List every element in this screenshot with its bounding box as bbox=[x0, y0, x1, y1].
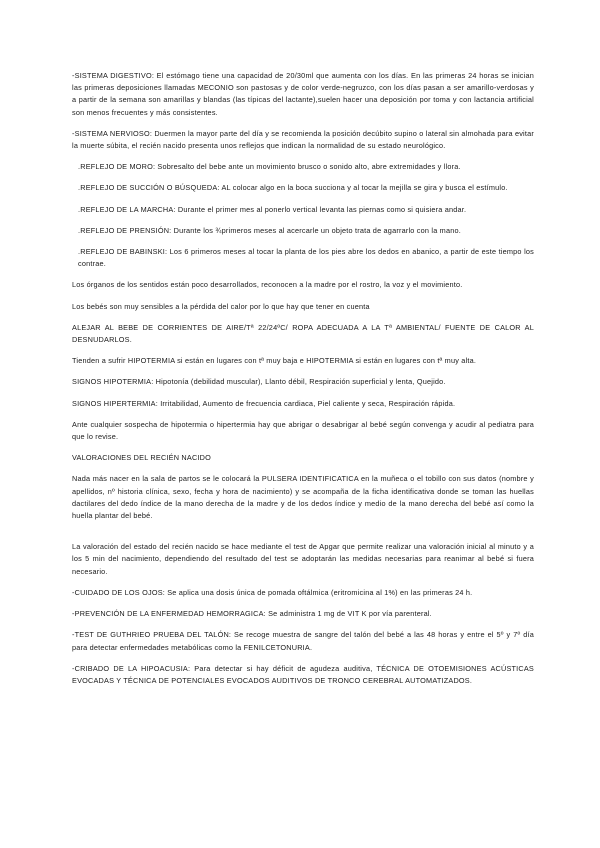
paragraph-babinski-reflex: .REFLEJO DE BABINSKI: Los 6 primeros meses al tocar la planta de los pies abre los dedos en abanico, a partir de este tiempo los contrae. bbox=[78, 247, 534, 269]
paragraph-identification: Nada más nacer en la sala de partos se le colocará la PULSERA IDENTIFICATICA en la muñeca o el tobillo con sus datos (nombre y apellidos, nº historia clínica, sexo, fecha y hora de nacimiento) y se acompaña de la ficha identificativa donde se toman las huellas dactilares del dedo índice de la mano derecha de la madre y de los dedos índice y medio de la mano derecha del bebé así como la huella plantar del bebé. bbox=[72, 474, 534, 521]
document-page bbox=[72, 70, 534, 696]
paragraph-hypothermia-risk: Tienden a sufrir HIPOTERMIA si están en lugares con tª muy baja e HIPOTERMIA si están en lugares con tª muy alta. bbox=[72, 356, 477, 366]
paragraph-nervous-system: -SISTEMA NERVIOSO: Duermen la mayor parte del día y se recomienda la posición decúbito supino o lateral sin almohada para evitar la muerte súbita, el recién nacido presenta unos reflejos que indican la normalidad de su estado neurológico. bbox=[72, 128, 534, 151]
paragraph-moro-reflex: .REFLEJO DE MORO: Sobresalto del bebe ante un movimiento brusco o sonido alto, abre extremidades y llora. bbox=[78, 162, 461, 172]
paragraph-eye-care: -CUIDADO DE LOS OJOS: Se aplica una dosis única de pomada oftálmica (eritromicina al 1%) en las primeras 24 h. bbox=[72, 587, 473, 597]
paragraph-hemorrhagic-prevention: -PREVENCIÓN DE LA ENFERMEDAD HEMORRAGICA: Se administra 1 mg de VIT K por vía parenteral. bbox=[72, 609, 432, 619]
paragraph-grasp-reflex: .REFLEJO DE PRENSIÓN: Durante los ¾primeros meses al acercarle un objeto trata de agarrarlo con la mano. bbox=[78, 225, 461, 235]
section-heading-valoraciones: VALORACIONES DEL RECIÉN NACIDO bbox=[72, 453, 211, 463]
paragraph-suspicion: Ante cualquier sospecha de hipotermia o hipertermia hay que abrigar o desabrigar al bebé según convenga y acudir al pediatra para que lo revise. bbox=[72, 419, 534, 442]
paragraph-heel-test: -TEST DE GUTHRIEO PRUEBA DEL TALÓN: Se recoge muestra de sangre del talón del bebé a las 48 horas y entre el 5º y 7º día para detectar enfermedades metabólicas como la FENILCETONURIA. bbox=[72, 630, 534, 652]
paragraph-march-reflex: .REFLEJO DE LA MARCHA: Durante el primer mes al ponerlo vertical levanta las piernas como si quisiera andar. bbox=[78, 204, 467, 214]
paragraph-heat-loss: Los bebés son muy sensibles a la pérdida del calor por lo que hay que tener en cuenta bbox=[72, 301, 370, 311]
paragraph-heat-measures: ALEJAR AL BEBE DE CORRIENTES DE AIRE/Tª 22/24ºC/ ROPA ADECUADA A LA Tª AMBIENTAL/ FUENTE DE CALOR AL DESNUDARLOS. bbox=[72, 322, 534, 345]
paragraph-suction-reflex: .REFLEJO DE SUCCIÓN O BÚSQUEDA: AL colocar algo en la boca succiona y al tocar la mejilla se gira y busca el estímulo. bbox=[78, 183, 508, 193]
spacer bbox=[72, 531, 534, 541]
paragraph-apgar: La valoración del estado del recién nacido se hace mediante el test de Apgar que permite realizar una valoración inicial al minuto y a los 5 min del nacimiento, dependiendo del resultado del test se adoptarán las medidas necesarias para reanimar al bebé si fuera necesario. bbox=[72, 542, 534, 576]
paragraph-hearing-screening: -CRIBADO DE LA HIPOACUSIA: Para detectar si hay déficit de agudeza auditiva, TÉCNICA DE OTOEMISIONES ACÚSTICAS EVOCADAS Y TÉCNICA DE POTENCIALES EVOCADOS AUDITIVOS DE TRONCO CEREBRAL AUTOMATIZADOS. bbox=[72, 663, 534, 685]
paragraph-senses: Los órganos de los sentidos están poco desarrollados, reconocen a la madre por el rostro, la voz y el movimiento. bbox=[72, 280, 463, 290]
paragraph-hypothermia-signs: SIGNOS HIPOTERMIA: Hipotonía (debilidad muscular), Llanto débil, Respiración superficial y lenta, Quejido. bbox=[72, 377, 446, 387]
paragraph-hyperthermia-signs: SIGNOS HIPERTERMIA: Irritabilidad, Aumento de frecuencia cardiaca, Piel caliente y seca, Respiración rápida. bbox=[72, 398, 456, 408]
paragraph-digestive-system: -SISTEMA DIGESTIVO: El estómago tiene una capacidad de 20/30ml que aumenta con los días. En las primeras 24 horas se inician las primeras deposiciones llamadas MECONIO son pastosas y de color verde-negruzco, con los días pasan a ser amarillo-verdosas y a partir de la semana son amarillas y blandas (las típicas del lactante),suelen hacer una deposición por toma y con lactancia artificial son menos frecuentes y más consistentes. bbox=[72, 71, 534, 117]
